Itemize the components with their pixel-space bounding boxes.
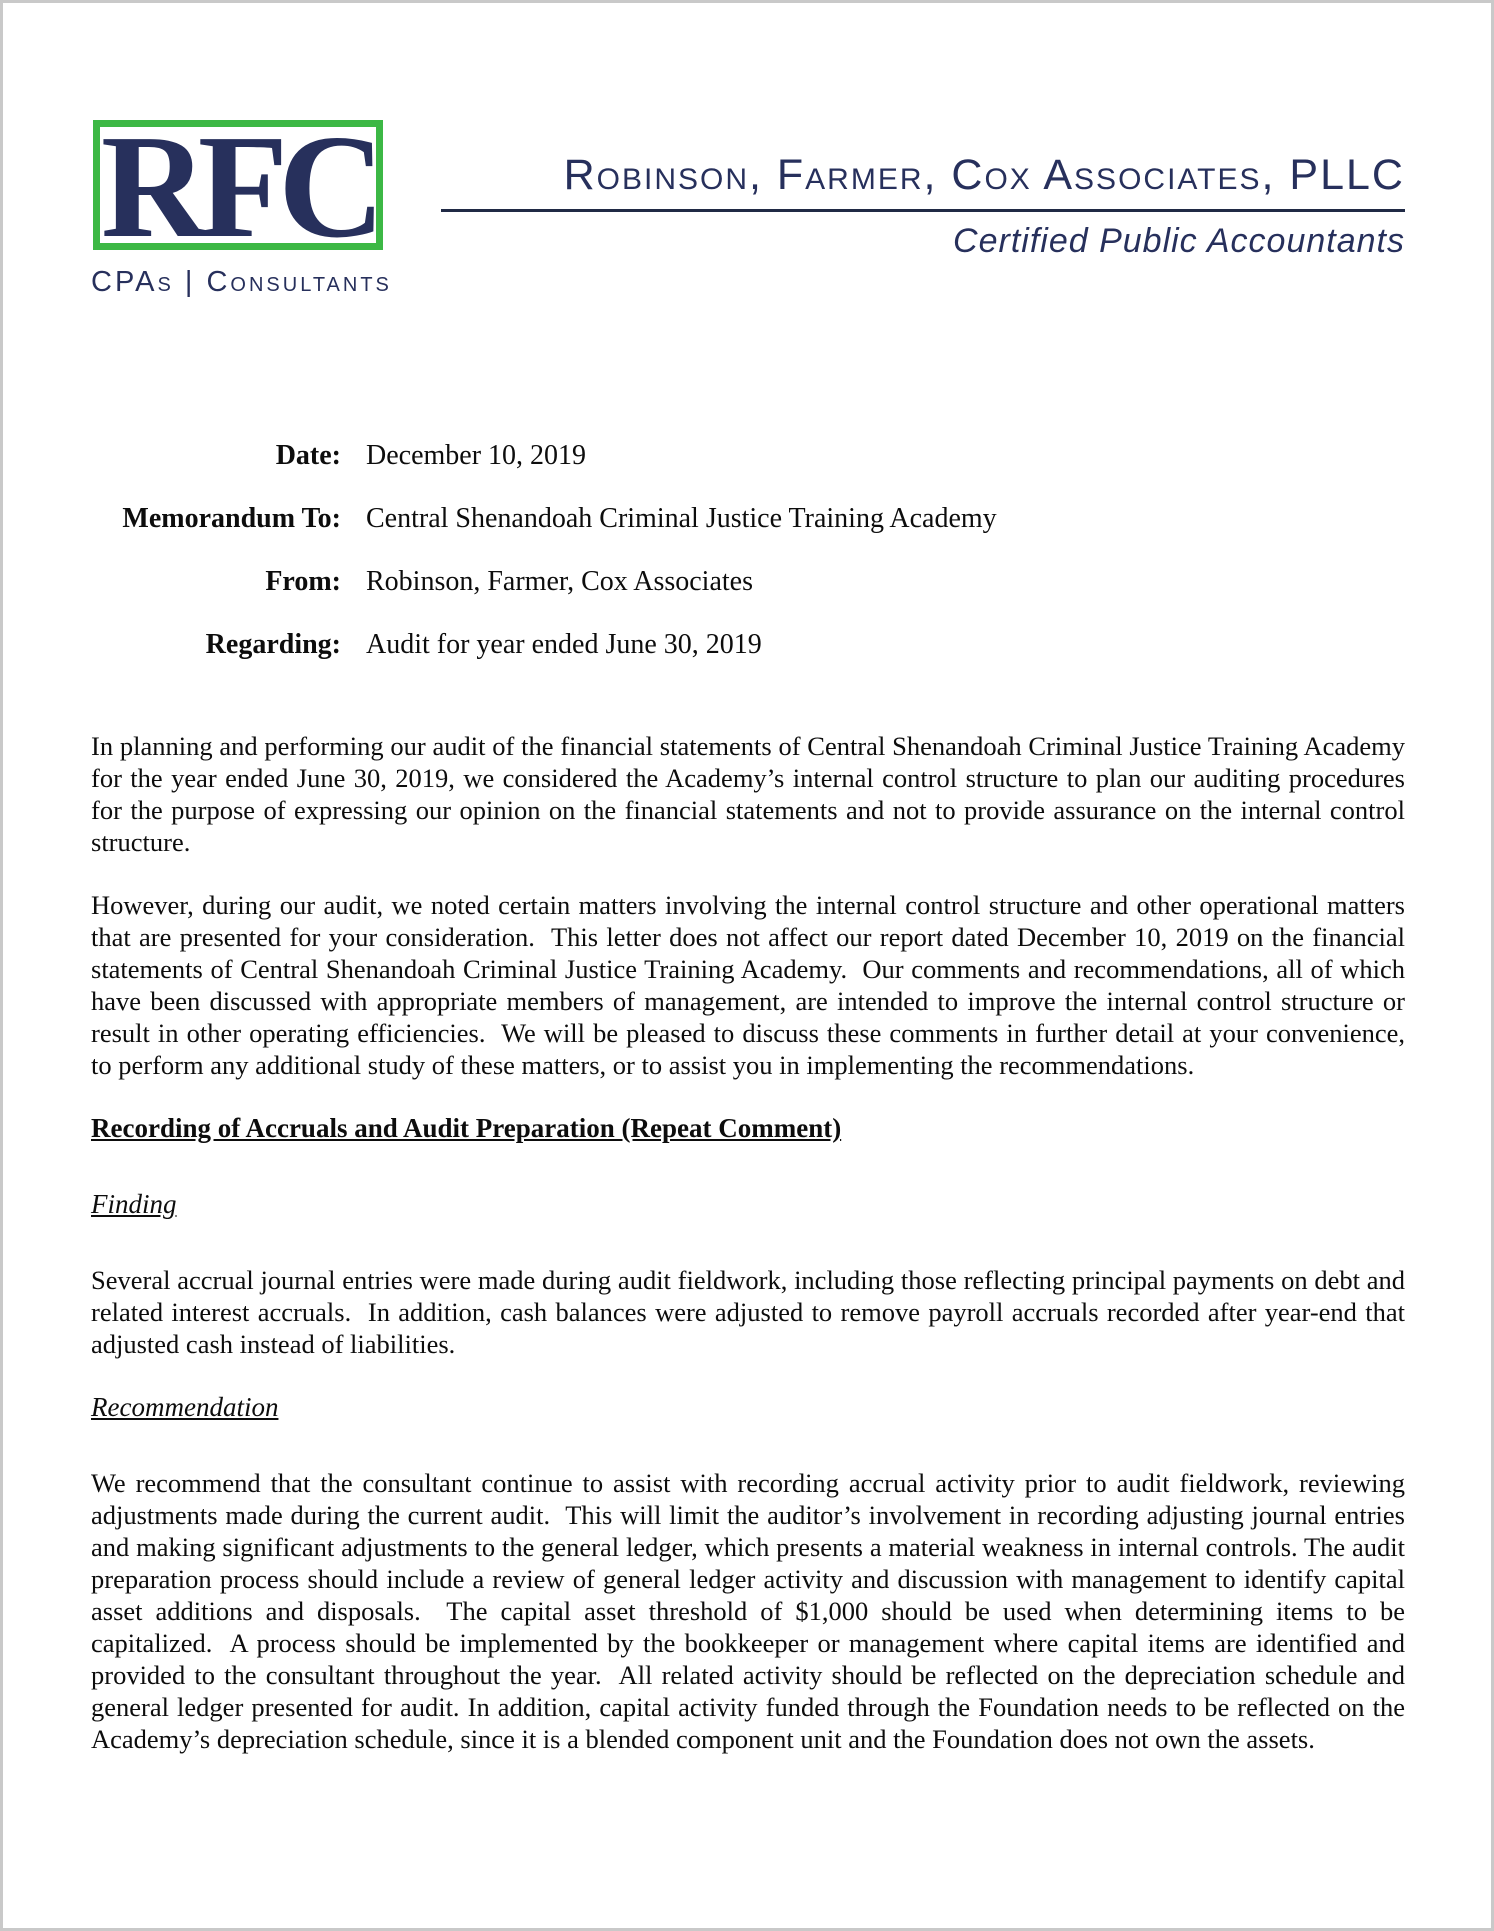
section-heading-accruals: Recording of Accruals and Audit Preparation (Repeat Comment) [91,1113,842,1143]
memo-row-from [91,567,1405,597]
letterhead-divider [441,209,1405,212]
finding-paragraph: Several accrual journal entries were made during audit fieldwork, including those reflecting principal payments on debt and related interest accruals. In addition, cash balances were adjusted to remove payroll accruals recorded after year-end that adjusted cash instead of liabilities. [91,1265,1412,1359]
memo-label-regarding: Regarding: [205,629,341,660]
finding-heading: Finding [91,1189,177,1219]
memo-value-to: Central Shenandoah Criminal Justice Training Academy [366,503,997,534]
memo-header [91,441,1405,660]
memo-row-regarding [91,630,1405,660]
letterhead [91,105,1405,299]
recommendation-paragraph: We recommend that the consultant continue to assist with recording accrual activity prior to audit fieldwork, reviewing adjustments made during the current audit. This will limit the auditor’s involvement in recording adjusting journal entries and making significant adjustments to the general ledger, which presents a material weakness in internal controls. The audit preparation process should include a review of general ledger activity and discussion with management to identify capital asset additions and disposals. The capital asset threshold of $1,000 should be used when determining items to be capitalized. A process should be implemented by the bookkeeper or management where capital items are identified and provided to the consultant throughout the year. All related activity should be reflected on the depreciation schedule and general ledger presented for audit. In addition, capital activity funded through the Foundation needs to be reflected on the Academy’s depreciation schedule, since it is a blended component unit and the Foundation does not own the assets. [91,1468,1412,1754]
letter-body [91,730,1412,1755]
memo-row-date [91,441,1405,471]
company-name: Robinson, Farmer, Cox Associates, PLLC [563,151,1405,199]
memo-value-regarding: Audit for year ended June 30, 2019 [366,629,762,660]
overview-paragraph: However, during our audit, we noted certain matters involving the internal control structure and other operational matters that are presented for your consideration. This letter does not affect our report dated December 10, 2019 on the financial statements of Central Shenandoah Criminal Justice Training Academy. Our comments and recommendations, all of which have been discussed with appropriate members of management, are intended to improve the internal control structure or result in other operating efficiencies. We will be pleased to discuss these comments in further detail at your convenience, to perform any additional study of these matters, or to assist you in implementing the recommendations. [91,890,1412,1080]
logo-tagline: CPAs | Consultants [91,266,392,298]
memo-label-date: Date: [275,440,341,471]
memo-label-from: From: [265,566,341,597]
letterhead-right [441,120,1405,261]
company-subtitle: Certified Public Accountants [953,222,1405,260]
rfc-logo-monogram: RFC [100,105,376,269]
recommendation-heading: Recommendation [91,1392,279,1422]
intro-paragraph: In planning and performing our audit of the financial statements of Central Shenandoah Criminal Justice Training Academy for the year ended June 30, 2019, we considered the Academy’s internal control structure to plan our auditing procedures for the purpose of expressing our opinion on the financial statements and not to provide assurance on the internal control structure. [91,731,1412,857]
rfc-logo [91,105,397,299]
memo-value-from: Robinson, Farmer, Cox Associates [366,566,753,597]
memo-label-to: Memorandum To: [122,503,341,534]
rfc-logo-green-frame [93,105,383,269]
memo-value-date: December 10, 2019 [366,440,587,471]
memo-row-to [91,504,1405,534]
